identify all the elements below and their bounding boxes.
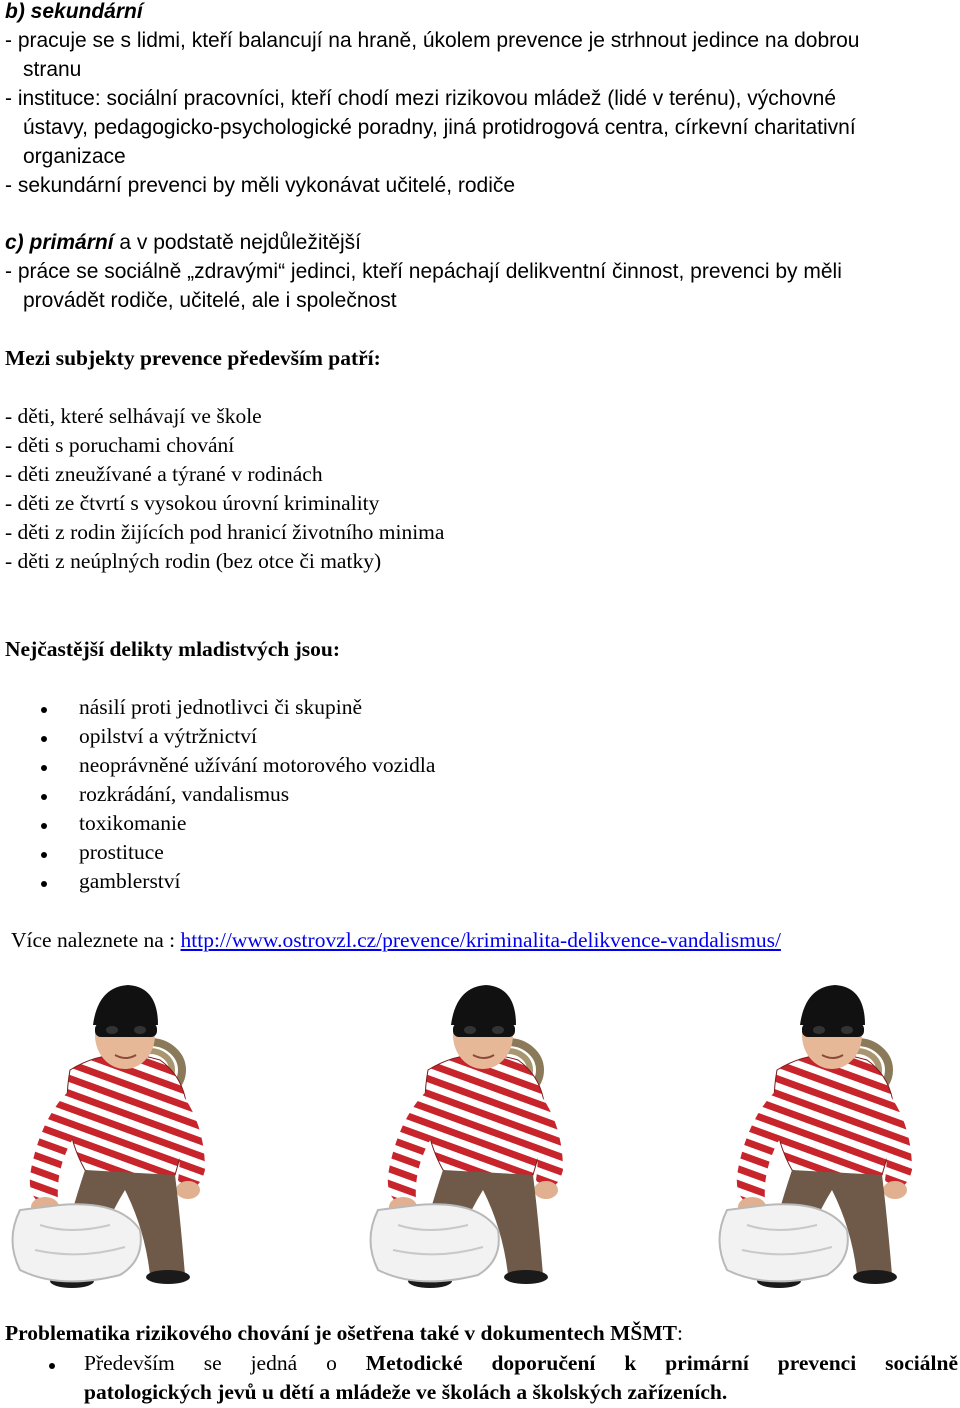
bullet-icon xyxy=(41,736,47,742)
delikty-item: prostituce xyxy=(79,840,164,864)
msmt-heading-colon: : xyxy=(677,1321,684,1345)
delikty-item: rozkrádání, vandalismus xyxy=(79,782,290,806)
sekundarni-line: stranu xyxy=(23,58,82,81)
primarni-line: provádět rodiče, učitelé, ale i společnost xyxy=(23,289,397,312)
sekundarni-line: - sekundární prevenci by měli vykonávat učitelé, rodiče xyxy=(5,174,516,197)
msmt-bullet-line2: patologických jevů u dětí a mládeže ve školách a školských zařízeních. xyxy=(84,1380,728,1404)
sekundarni-line: ústavy, pedagogicko-psychologické poradny, jiná protidrogová centra, církevní charitativní xyxy=(23,116,856,139)
bullet-icon xyxy=(41,707,47,713)
more-info-link[interactable]: http://www.ostrovzl.cz/prevence/kriminalita-delikvence-vandalismus/ xyxy=(180,928,781,952)
subjekty-item: - děti s poruchami chování xyxy=(5,433,235,457)
subjekty-item: - děti, které selhávají ve škole xyxy=(5,404,262,428)
heading-subjekty: Mezi subjekty prevence především patří: xyxy=(5,346,381,370)
sekundarni-line: organizace xyxy=(23,145,126,168)
heading-delikty: Nejčastější delikty mladistvých jsou: xyxy=(5,637,341,661)
delikty-item: gamblerství xyxy=(79,869,181,893)
delikty-item: toxikomanie xyxy=(79,811,187,835)
heading-primarni-rest: a v podstatě nejdůležitější xyxy=(113,231,362,254)
bullet-icon xyxy=(41,852,47,858)
heading-sekundarni: b) sekundární xyxy=(5,0,143,23)
more-info-label: Více naleznete na : xyxy=(11,928,181,952)
msmt-heading-bold: Problematika rizikového chování je ošetřena také v dokumentech MŠMT xyxy=(5,1321,678,1345)
msmt-bullet-line1 xyxy=(84,1351,958,1376)
sekundarni-line: - instituce: sociální pracovníci, kteří chodí mezi rizikovou mládež (lidé v terénu), výchovné xyxy=(5,87,837,110)
bullet-icon xyxy=(41,881,47,887)
subjekty-item: - děti z neúplných rodin (bez otce či matky) xyxy=(5,549,382,573)
delikty-item: opilství a výtržnictví xyxy=(79,724,257,748)
subjekty-item: - děti z rodin žijících pod hranicí životního minima xyxy=(5,520,445,544)
bullet-icon xyxy=(41,765,47,771)
subjekty-item: - děti ze čtvrtí s vysokou úrovní kriminality xyxy=(5,491,380,515)
burglar-illustration-2 xyxy=(358,975,598,1290)
bullet-icon xyxy=(41,823,47,829)
heading-primarni xyxy=(5,231,361,255)
subjekty-item: - děti zneužívané a týrané v rodinách xyxy=(5,462,323,486)
bullet-icon xyxy=(41,794,47,800)
burglar-illustration-1 xyxy=(0,975,240,1290)
burglar-illustration-3 xyxy=(707,975,947,1290)
heading-primarni-bold: c) primární xyxy=(5,231,114,254)
msmt-bullet-plain: Především se jedná o xyxy=(84,1351,337,1375)
msmt-heading xyxy=(5,1321,683,1346)
more-info xyxy=(11,928,781,953)
bullet-icon xyxy=(49,1363,55,1369)
msmt-bullet-bold1: Metodické doporučení k primární prevenci sociálně xyxy=(365,1351,958,1375)
delikty-item: násilí proti jednotlivci či skupině xyxy=(79,695,363,719)
primarni-line: - práce se sociálně „zdravými“ jedinci, kteří nepáchají delikventní činnost, prevenci by měli xyxy=(5,260,842,283)
delikty-item: neoprávněné užívání motorového vozidla xyxy=(79,753,436,777)
sekundarni-line: - pracuje se s lidmi, kteří balancují na hraně, úkolem prevence je strhnout jedince na dobrou xyxy=(5,29,860,52)
